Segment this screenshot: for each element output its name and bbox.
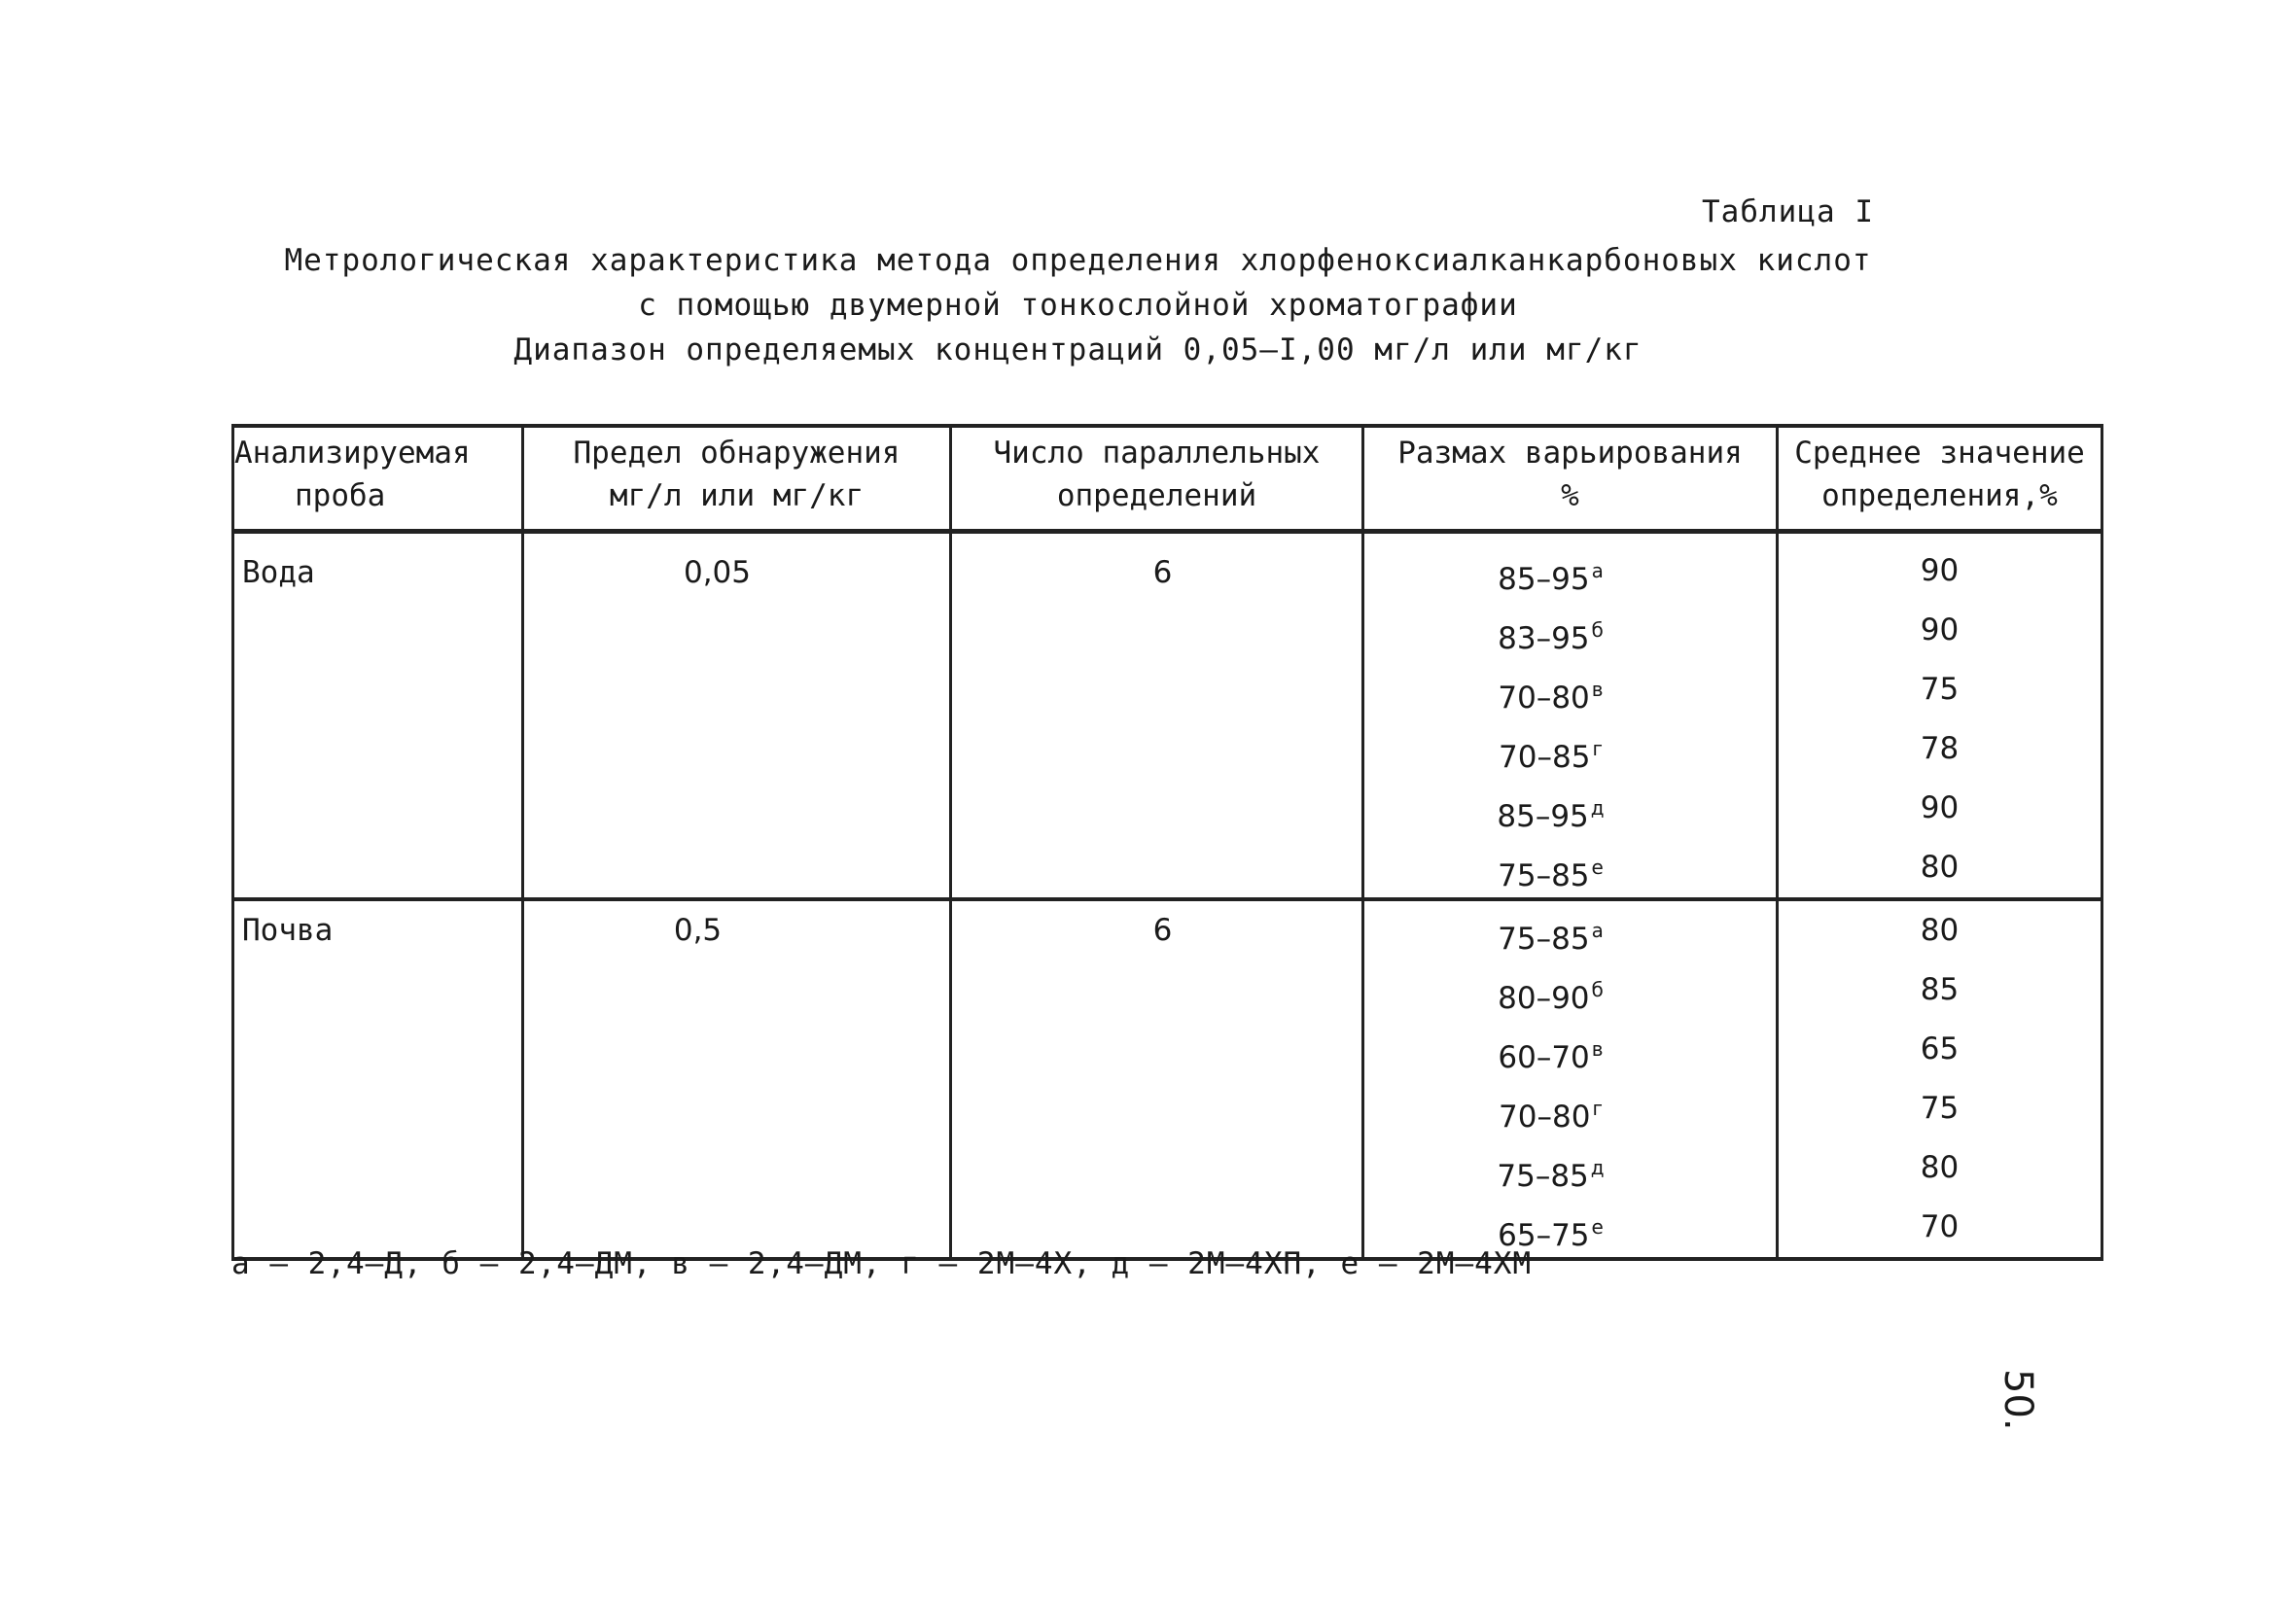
column-header-parallel-count-line-1: Число параллельных (993, 436, 1321, 471)
table-footnote: а – 2,4–Д, б – 2,4–ДМ, в – 2,4–ДМ, г – 2М–4Х, д – 2М–4ХП, е – 2М–4ХМ (231, 1246, 1533, 1281)
mean-list (1779, 901, 2101, 1257)
range-item (1364, 660, 1776, 719)
sample-name: Вода (242, 555, 315, 590)
detection-limit-value: 0,05 (683, 555, 752, 590)
range-mark: е (1591, 856, 1604, 879)
range-item (1364, 961, 1776, 1020)
range-value: 75–85 (1498, 858, 1590, 893)
column-header-mean-line-2: определения,% (1821, 478, 2058, 513)
mean-value: 65 (1920, 1031, 1960, 1066)
range-mark: д (1590, 796, 1605, 820)
sample-cell (233, 899, 523, 1259)
column-header-sample-line-1: Анализируемая (234, 436, 471, 471)
column-header-mean-line-1: Среднее значение (1794, 436, 2085, 471)
range-item (1364, 838, 1776, 897)
range-item (1364, 719, 1776, 779)
range-list (1364, 901, 1776, 1257)
range-value: 60–70 (1498, 1040, 1590, 1075)
range-value: 80–90 (1498, 981, 1590, 1016)
range-item (1364, 601, 1776, 660)
range-mark: г (1592, 1097, 1603, 1120)
table-header-row (233, 426, 2102, 532)
range-item (1364, 1020, 1776, 1079)
mean-value: 70 (1920, 1209, 1960, 1244)
sample-cell (233, 532, 523, 900)
range-value: 85–95 (1497, 799, 1589, 834)
range-item (1364, 1079, 1776, 1138)
range-value: 70–80 (1498, 681, 1590, 716)
range-mark: в (1591, 678, 1604, 701)
mean-value: 80 (1920, 850, 1960, 885)
mean-value: 80 (1920, 1150, 1960, 1185)
mean-value: 78 (1920, 731, 1960, 766)
column-header-parallel-count-line-2: определений (1056, 478, 1257, 513)
range-mark: б (1591, 618, 1604, 642)
mean-value: 90 (1920, 553, 1960, 588)
range-item (1364, 1138, 1776, 1198)
detection-limit-cell (523, 899, 951, 1259)
column-header-detection-limit (523, 426, 951, 532)
parallel-count-value: 6 (1152, 913, 1173, 948)
table-label: Таблица I (1702, 194, 1874, 229)
range-item (1364, 779, 1776, 838)
mean-value: 80 (1920, 913, 1960, 948)
column-header-range (1363, 426, 1778, 532)
column-header-parallel-count (951, 426, 1363, 532)
sample-name: Почва (242, 913, 334, 948)
column-header-detection-limit-line-2: мг/л или мг/кг (609, 478, 865, 513)
table-row-water (233, 532, 2102, 900)
mean-list (1779, 534, 2101, 897)
range-item (1364, 542, 1776, 601)
range-mark: а (1591, 559, 1604, 582)
mean-cell (1778, 532, 2102, 900)
range-cell (1363, 532, 1778, 900)
column-header-detection-limit-line-1: Предел обнаружения (573, 436, 901, 471)
table-title-line-2: с помощью двумерной тонкослойной хроматографии (638, 288, 1518, 323)
range-value: 75–85 (1498, 922, 1590, 957)
column-header-range-line-2: % (1561, 478, 1579, 513)
table-title-line-3: Диапазон определяемых концентраций 0,05–I,00 мг/л или мг/кг (513, 332, 1643, 367)
metrology-table (231, 424, 2103, 1261)
range-list (1364, 534, 1776, 897)
table-title-line-1: Метрологическая характеристика метода определения хлорфеноксиалканкарбоновых кислот (284, 243, 1872, 278)
column-header-range-line-1: Размах варьирования (1397, 436, 1743, 471)
mean-value: 85 (1920, 972, 1960, 1007)
mean-value: 75 (1920, 1091, 1960, 1126)
range-cell (1363, 899, 1778, 1259)
parallel-count-cell (951, 532, 1363, 900)
range-mark: е (1591, 1215, 1604, 1239)
range-value: 70–85 (1499, 740, 1591, 775)
range-item (1364, 901, 1776, 961)
range-mark: а (1591, 919, 1604, 942)
range-value: 85–95 (1498, 562, 1590, 597)
range-mark: в (1591, 1037, 1604, 1061)
table-row-soil (233, 899, 2102, 1259)
column-header-sample (233, 426, 523, 532)
detection-limit-cell (523, 532, 951, 900)
parallel-count-value: 6 (1152, 555, 1173, 590)
column-header-mean (1778, 426, 2102, 532)
range-mark: д (1590, 1156, 1605, 1179)
range-mark: б (1591, 978, 1604, 1001)
detection-limit-value: 0,5 (673, 913, 723, 948)
mean-cell (1778, 899, 2102, 1259)
range-value: 70–80 (1499, 1100, 1591, 1135)
range-value: 65–75 (1498, 1218, 1590, 1253)
range-value: 75–85 (1497, 1159, 1589, 1194)
mean-value: 90 (1920, 612, 1960, 647)
mean-value: 90 (1920, 790, 1960, 825)
range-value: 83–95 (1498, 621, 1590, 656)
mean-value: 75 (1920, 672, 1960, 707)
parallel-count-cell (951, 899, 1363, 1259)
column-header-sample-line-2: проба (295, 478, 386, 513)
range-mark: г (1592, 737, 1603, 760)
page-number: 50. (1996, 1369, 2040, 1431)
